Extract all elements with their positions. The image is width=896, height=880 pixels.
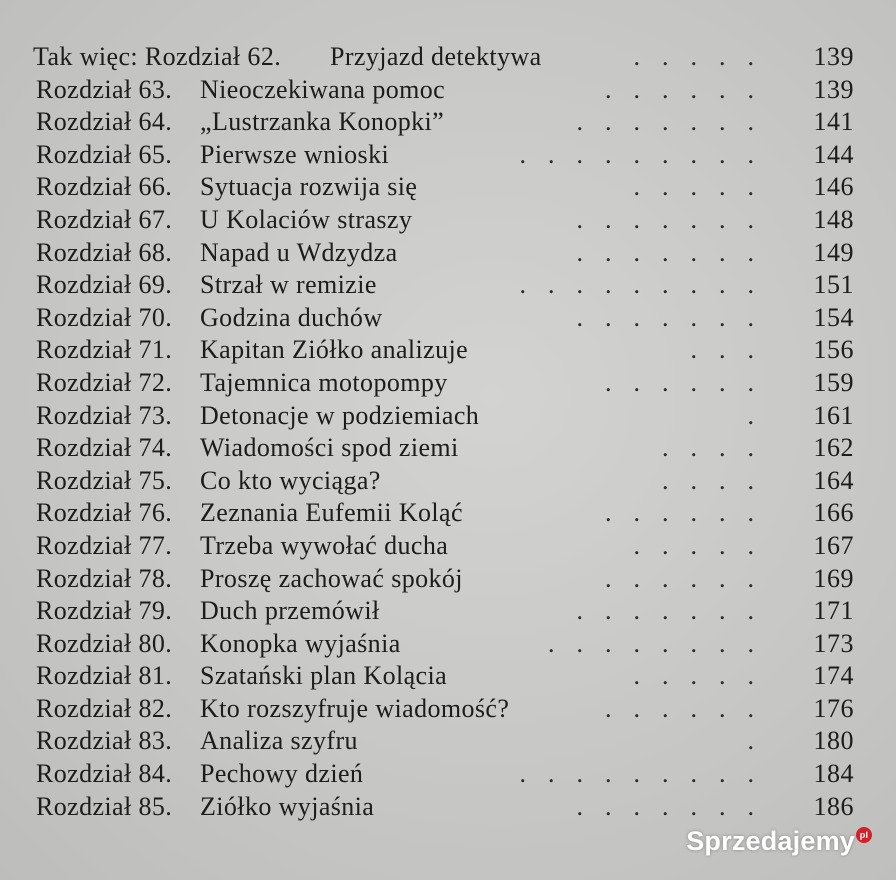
chapter-title: U Kolaciów straszy [200,204,413,234]
toc-entries [0,74,896,824]
toc-entry [0,237,896,270]
page-number: 162 [813,433,854,463]
toc-entry [0,595,896,628]
chapter-title: Strzał w remizie [200,270,377,300]
chapter-number: Rozdział 63. [36,74,173,104]
toc-entry [0,628,896,661]
chapter-number: Rozdział 81. [36,661,173,691]
page-number: 144 [813,139,854,169]
chapter-title: Sytuacja rozwija się [200,172,418,202]
chapter-title: Wiadomości spod ziemi [200,433,459,463]
chapter-title: Proszę zachować spokój [200,563,463,593]
dot-leader: ....... [576,107,776,137]
chapter-number: Rozdział 69. [36,270,173,300]
page-number: 139 [813,42,854,71]
page-number: 164 [813,465,854,495]
dot-leader: .... [662,433,776,463]
chapter-title: Godzina duchów [200,302,383,332]
chapter-number: Rozdział 83. [36,726,173,756]
toc-entry [0,563,896,596]
chapter-number: Rozdział 78. [36,563,173,593]
dot-leader: ....... [576,237,776,267]
toc-entry [0,660,896,693]
chapter-title: Analiza szyfru [200,726,358,756]
chapter-title: Co kto wyciąga? [200,465,381,495]
dot-leader: ......... [519,139,776,169]
chapter-number: Rozdział 66. [36,172,173,202]
chapter-title: Detonacje w podziemiach [200,400,480,430]
chapter-number: Rozdział 85. [36,791,173,821]
chapter-title: Nieoczekiwana pomoc [200,74,446,104]
chapter-title: Zeznania Eufemii Koląć [200,498,463,528]
chapter-number: Rozdział 77. [36,530,173,560]
dot-leader: ..... [633,172,776,202]
dot-leader: ......... [519,270,776,300]
chapter-title: Duch przemówił [200,596,380,626]
chapter-number: Tak więc: Rozdział 62. [33,42,282,71]
watermark-badge: pl [856,827,872,843]
page-number: 151 [813,270,854,300]
toc-entry [0,497,896,530]
page-number: 176 [813,693,854,723]
toc-entry [0,74,896,107]
chapter-title: Tajemnica motopompy [200,367,448,397]
page-number: 149 [813,237,854,267]
toc-entry [0,791,896,824]
toc-entry [0,269,896,302]
toc-entry [0,171,896,204]
chapter-number: Rozdział 64. [36,107,173,137]
chapter-number: Rozdział 79. [36,596,173,626]
page-number: 180 [813,726,854,756]
dot-leader: .... [662,465,776,495]
page-number: 159 [813,367,854,397]
chapter-number: Rozdział 68. [36,237,173,267]
dot-leader: . [747,400,776,430]
page-number: 148 [813,204,854,234]
toc-entry [0,334,896,367]
page-number: 186 [813,791,854,821]
chapter-number: Rozdział 73. [36,400,173,430]
chapter-title: Kto rozszyfruje wiadomość? [200,693,510,723]
chapter-number: Rozdział 72. [36,367,173,397]
page-number: 141 [813,107,854,137]
dot-leader: ...... [605,693,776,723]
toc-entry [0,400,896,433]
chapter-number: Rozdział 74. [36,433,173,463]
table-of-contents [0,41,896,823]
page-number: 167 [813,530,854,560]
toc-entry [0,367,896,400]
dot-leader: ........ [548,628,776,658]
chapter-number: Rozdział 71. [36,335,173,365]
page-number: 174 [813,661,854,691]
toc-entry [0,725,896,758]
dot-leader: ....... [576,791,776,821]
dot-leader: ...... [605,498,776,528]
chapter-title: Przyjazd detektywa [330,42,542,71]
watermark-text: Sprzedajemy [686,826,855,856]
page-number: 169 [813,563,854,593]
chapter-title: Pierwsze wnioski [200,139,390,169]
chapter-title: Szatański plan Kolącia [200,661,448,691]
chapter-number: Rozdział 82. [36,693,173,723]
chapter-number: Rozdział 75. [36,465,173,495]
chapter-number: Rozdział 65. [36,139,173,169]
chapter-title: Konopka wyjaśnia [200,628,401,658]
toc-entry [0,41,896,74]
page-number: 166 [813,498,854,528]
chapter-title: Ziółko wyjaśnia [200,791,375,821]
dot-leader: ...... [605,563,776,593]
chapter-number: Rozdział 80. [36,628,173,658]
toc-entry [0,139,896,172]
toc-entry [0,693,896,726]
dot-leader: . [747,726,776,756]
sprzedajemy-watermark [686,826,872,857]
chapter-number: Rozdział 84. [36,759,173,789]
page-number: 154 [813,302,854,332]
dot-leader: ...... [605,74,776,104]
page-number: 146 [813,172,854,202]
chapter-title: Trzeba wywołać ducha [200,530,449,560]
chapter-number: Rozdział 70. [36,302,173,332]
page-number: 173 [813,628,854,658]
dot-leader: ..... [633,530,776,560]
dot-leader: ....... [576,204,776,234]
toc-entry [0,432,896,465]
chapter-number: Rozdział 76. [36,498,173,528]
page-number: 139 [813,74,854,104]
dot-leader: ....... [576,302,776,332]
page-number: 161 [813,400,854,430]
chapter-title: Napad u Wdzydza [200,237,398,267]
dot-leader: ....... [576,596,776,626]
dot-leader: ...... [605,367,776,397]
chapter-title: „Lustrzanka Konopki” [200,107,445,137]
toc-entry [0,758,896,791]
chapter-title: Pechowy dzień [200,759,364,789]
toc-entry [0,204,896,237]
dot-leader: ..... [633,42,776,71]
page-number: 171 [813,596,854,626]
page-number: 156 [813,335,854,365]
toc-entry [0,106,896,139]
toc-entry [0,302,896,335]
chapter-title: Kapitan Ziółko analizuje [200,335,469,365]
chapter-number: Rozdział 67. [36,204,173,234]
toc-entry [0,530,896,563]
toc-entry [0,465,896,498]
dot-leader: ......... [519,759,776,789]
dot-leader: ... [690,335,776,365]
dot-leader: ..... [633,661,776,691]
page-number: 184 [813,759,854,789]
